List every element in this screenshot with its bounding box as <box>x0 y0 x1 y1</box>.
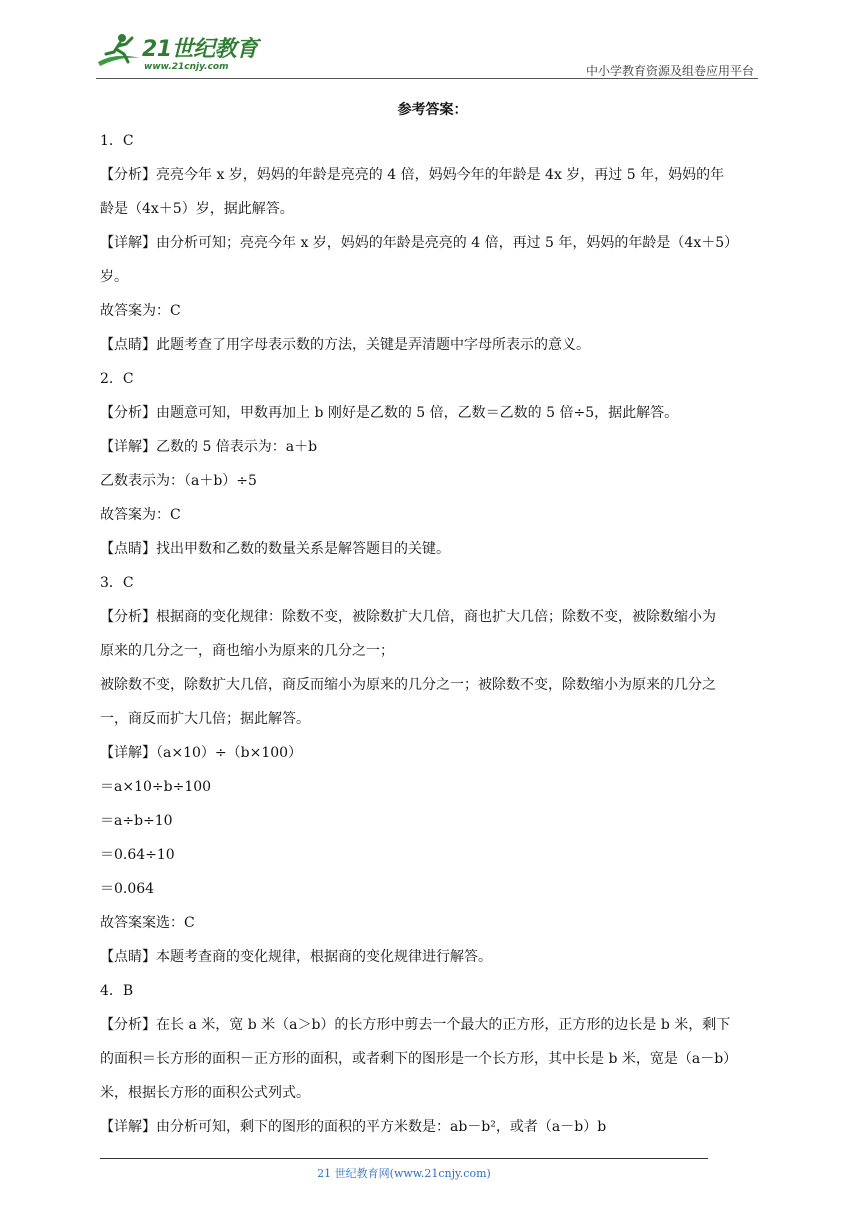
text-line: 【分析】由题意可知，甲数再加上 b 刚好是乙数的 5 倍，乙数＝乙数的 5 倍÷5，据此解答。 <box>100 405 679 421</box>
text-line: 【点睛】找出甲数和乙数的数量关系是解答题目的关键。 <box>100 541 450 557</box>
text-line: 【分析】在长 a 米，宽 b 米（a＞b）的长方形中剪去一个最大的正方形，正方形的边长是 b 米，剩下 <box>100 1017 731 1033</box>
header-divider <box>96 78 758 79</box>
answer-lines <box>100 124 765 1144</box>
footer-link[interactable]: 21 世纪教育网(www.21cnjy.com) <box>317 1167 491 1180</box>
text-line: 龄是（4x＋5）岁，据此解答。 <box>100 201 294 217</box>
text-line: 故答案为：C <box>100 507 181 523</box>
text-line: 2．C <box>100 371 134 387</box>
platform-name: 中小学教育资源及组卷应用平台 <box>585 64 754 78</box>
text-line: 故答案为：C <box>100 303 181 319</box>
text-line: 【详解】乙数的 5 倍表示为：a＋b <box>100 439 318 455</box>
text-line: 1．C <box>100 133 134 149</box>
page-title: 参考答案： <box>397 102 468 118</box>
text-line: 【详解】（a×10）÷（b×100） <box>100 745 303 761</box>
text-line: 【点睛】此题考查了用字母表示数的方法，关键是弄清题中字母所表示的意义。 <box>100 337 590 353</box>
text-line: 岁。 <box>100 269 128 285</box>
text-line: 一，商反而扩大几倍；据此解答。 <box>100 711 310 727</box>
text-line: 4．B <box>100 983 134 999</box>
text-line: ＝0.064 <box>100 881 155 897</box>
text-line: 的面积＝长方形的面积－正方形的面积，或者剩下的图形是一个长方形，其中长是 b 米，宽是（a－b） <box>100 1051 738 1067</box>
text-line: ＝0.64÷10 <box>100 847 175 863</box>
text-line: 故答案案选：C <box>100 915 195 931</box>
text-line: ＝a×10÷b÷100 <box>100 779 212 795</box>
text-line: 米，根据长方形的面积公式列式。 <box>100 1085 310 1101</box>
runner-logo-icon <box>96 32 142 72</box>
site-logo[interactable] <box>96 30 266 80</box>
text-line: 原来的几分之一，商也缩小为原来的几分之一； <box>100 643 394 659</box>
footer-divider <box>100 1158 708 1159</box>
page-header <box>96 30 758 80</box>
text-line: 【分析】根据商的变化规律：除数不变，被除数扩大几倍，商也扩大几倍；除数不变，被除数缩小为 <box>100 609 716 625</box>
text-line: 【详解】由分析可知；亮亮今年 x 岁，妈妈的年龄是亮亮的 4 倍，再过 5 年，妈妈的年龄是（4x＋5） <box>100 235 739 251</box>
logo-url: www.21cnjy.com <box>144 62 229 72</box>
text-line: 【分析】亮亮今年 x 岁，妈妈的年龄是亮亮的 4 倍，妈妈今年的年龄是 4x 岁，再过 5 年，妈妈的年 <box>100 167 725 183</box>
text-line: 【详解】由分析可知，剩下的图形的面积的平方米数是：ab－b²，或者（a－b）b <box>100 1119 607 1135</box>
text-line: 3．C <box>100 575 134 591</box>
answer-document <box>100 96 765 1144</box>
text-line: 乙数表示为：（a＋b）÷5 <box>100 473 257 489</box>
text-line: ＝a÷b÷10 <box>100 813 173 829</box>
logo-title: 21世纪教育 <box>142 37 258 62</box>
text-line: 被除数不变，除数扩大几倍，商反而缩小为原来的几分之一；被除数不变，除数缩小为原来的几分之 <box>100 677 716 693</box>
text-line: 【点睛】本题考查商的变化规律，根据商的变化规律进行解答。 <box>100 949 492 965</box>
